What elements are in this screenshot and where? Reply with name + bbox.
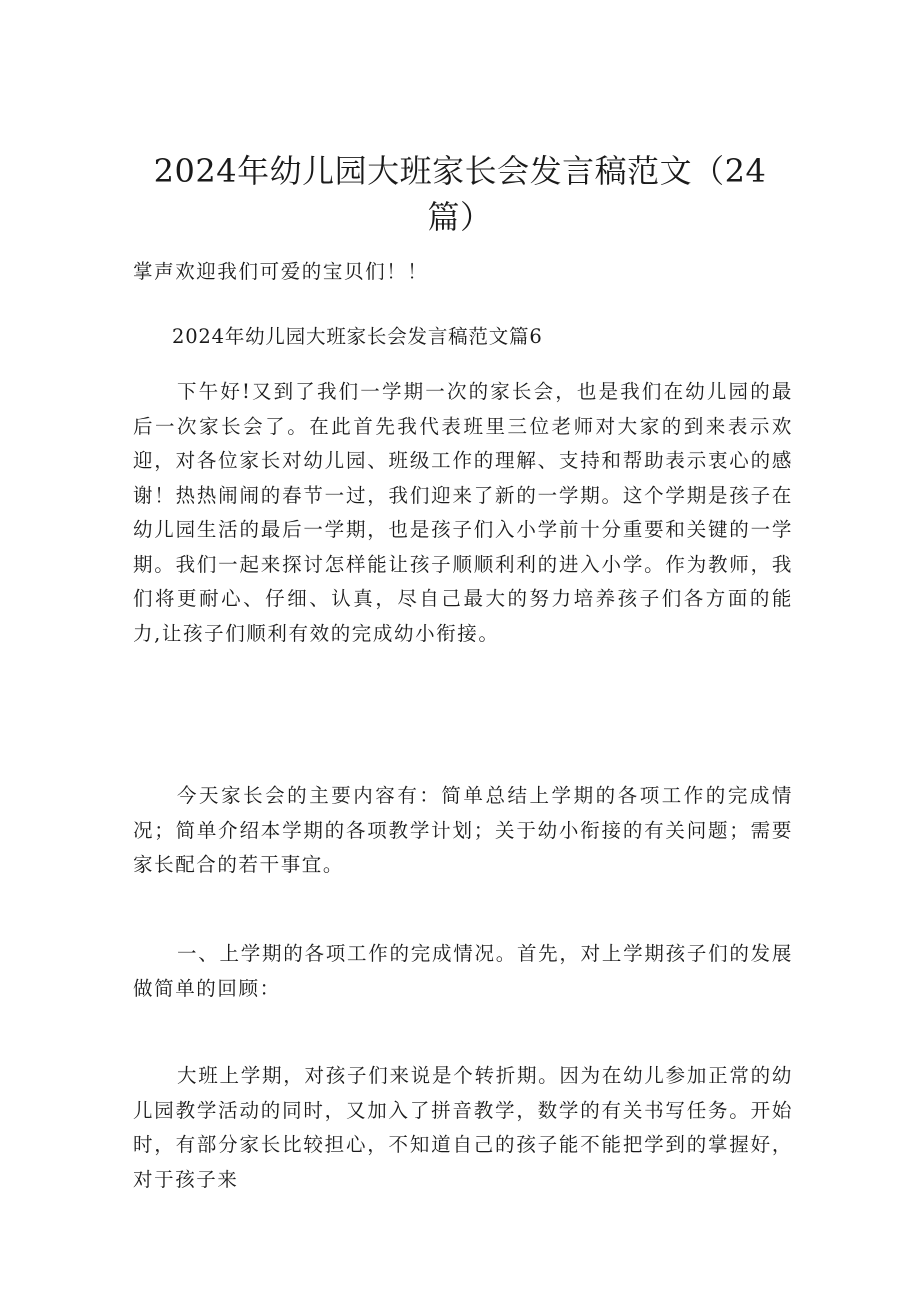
- paragraph-review: 大班上学期，对孩子们来说是个转折期。因为在幼儿参加正常的幼儿园教学活动的同时，又加入了拼音教学，数学的有关书写任务。开始时，有部分家长比较担心，不知道自己的孩子能不能把学到的掌握好，对于孩子来: [133, 1064, 793, 1191]
- document-title: 2024年幼儿园大班家长会发言稿范文（24篇）: [153, 152, 767, 236]
- section-heading: 2024年幼儿园大班家长会发言稿范文篇6: [172, 325, 543, 348]
- paragraph-greeting: 下午好!又到了我们一学期一次的家长会，也是我们在幼儿园的最后一次家长会了。在此首先我代表班里三位老师对大家的到来表示欢迎，对各位家长对幼儿园、班级工作的理解、支持和帮助表示衷心的感谢！热热闹闹的春节一过，我们迎来了新的一学期。这个学期是孩子在幼儿园生活的最后一学期，也是孩子们入小学前十分重要和关键的一学期。我们一起来探讨怎样能让孩子顺顺利利的进入小学。作为教师，我们将更耐心、仔细、认真，尽自己最大的努力培养孩子们各方面的能力,让孩子们顺利有效的完成幼小衔接。: [133, 380, 793, 645]
- intro-line: 掌声欢迎我们可爱的宝贝们！！: [133, 260, 429, 283]
- paragraph-review-heading: 一、上学期的各项工作的完成情况。首先，对上学期孩子们的发展做简单的回顾：: [133, 942, 793, 1000]
- paragraph-agenda: 今天家长会的主要内容有：简单总结上学期的各项工作的完成情况；简单介绍本学期的各项教学计划；关于幼小衔接的有关问题；需要家长配合的若干事宜。: [133, 784, 793, 876]
